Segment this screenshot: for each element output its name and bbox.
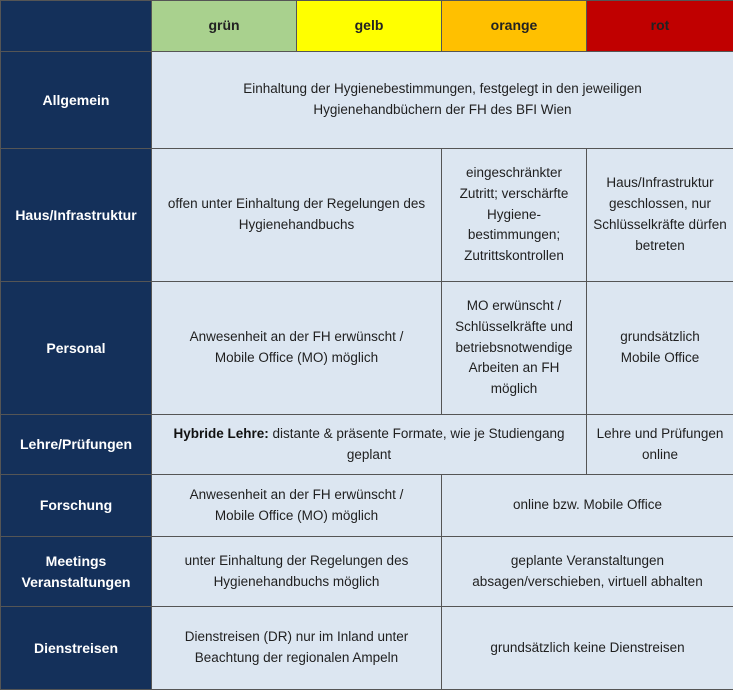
row-label-forschung: Forschung xyxy=(1,475,152,537)
row-dienstreisen xyxy=(1,607,733,690)
meetings-orange-rot: geplante Veranstaltungen absagen/verschieben, virtuell abhalten xyxy=(442,537,733,607)
dienstreisen-gruen-gelb: Dienstreisen (DR) nur im Inland unter Beachtung der regionalen Ampeln xyxy=(152,607,442,690)
row-label-haus: Haus/Infrastruktur xyxy=(1,149,152,282)
personal-gruen-gelb: Anwesenheit an der FH erwünscht / Mobile Office (MO) möglich xyxy=(152,282,442,415)
level-gelb: gelb xyxy=(297,1,442,52)
row-personal xyxy=(1,282,733,415)
row-label-personal: Personal xyxy=(1,282,152,415)
meetings-gruen-gelb: unter Einhaltung der Regelungen des Hygienehandbuchs möglich xyxy=(152,537,442,607)
haus-rot: Haus/Infrastruktur geschlossen, nur Schlüsselkräfte dürfen betreten xyxy=(587,149,733,282)
corner-cell xyxy=(1,1,152,52)
row-haus xyxy=(1,149,733,282)
lehre-hybrid-label: Hybride Lehre: xyxy=(174,426,269,441)
level-orange: orange xyxy=(442,1,587,52)
row-forschung xyxy=(1,475,733,537)
lehre-gruen-orange xyxy=(152,415,587,475)
haus-gruen-gelb: offen unter Einhaltung der Regelungen des Hygienehandbuchs xyxy=(152,149,442,282)
personal-orange: MO erwünscht / Schlüsselkräfte und betriebsnotwendige Arbeiten an FH möglich xyxy=(442,282,587,415)
row-label-allgemein: Allgemein xyxy=(1,52,152,149)
allgemein-all-levels: Einhaltung der Hygienebestimmungen, festgelegt in den jeweiligen Hygienehandbüchern der FH des BFI Wien xyxy=(152,52,733,149)
row-label-lehre: Lehre/Prüfungen xyxy=(1,415,152,475)
level-gruen: grün xyxy=(152,1,297,52)
personal-rot: grundsätzlich Mobile Office xyxy=(587,282,733,415)
row-lehre xyxy=(1,415,733,475)
forschung-gruen-gelb: Anwesenheit an der FH erwünscht / Mobile Office (MO) möglich xyxy=(152,475,442,537)
row-allgemein xyxy=(1,52,733,149)
dienstreisen-orange-rot: grundsätzlich keine Dienstreisen xyxy=(442,607,733,690)
forschung-orange-rot: online bzw. Mobile Office xyxy=(442,475,733,537)
lehre-rot: Lehre und Prüfungen online xyxy=(587,415,733,475)
row-label-meetings: Meetings Veranstaltungen xyxy=(1,537,152,607)
haus-orange: eingeschränkter Zutritt; verschärfte Hygiene-bestimmungen; Zutrittskontrollen xyxy=(442,149,587,282)
lehre-hybrid-text: distante & präsente Formate, wie je Studiengang geplant xyxy=(273,426,565,462)
row-meetings xyxy=(1,537,733,607)
header-row xyxy=(1,1,733,52)
level-rot: rot xyxy=(587,1,733,52)
row-label-dienstreisen: Dienstreisen xyxy=(1,607,152,690)
